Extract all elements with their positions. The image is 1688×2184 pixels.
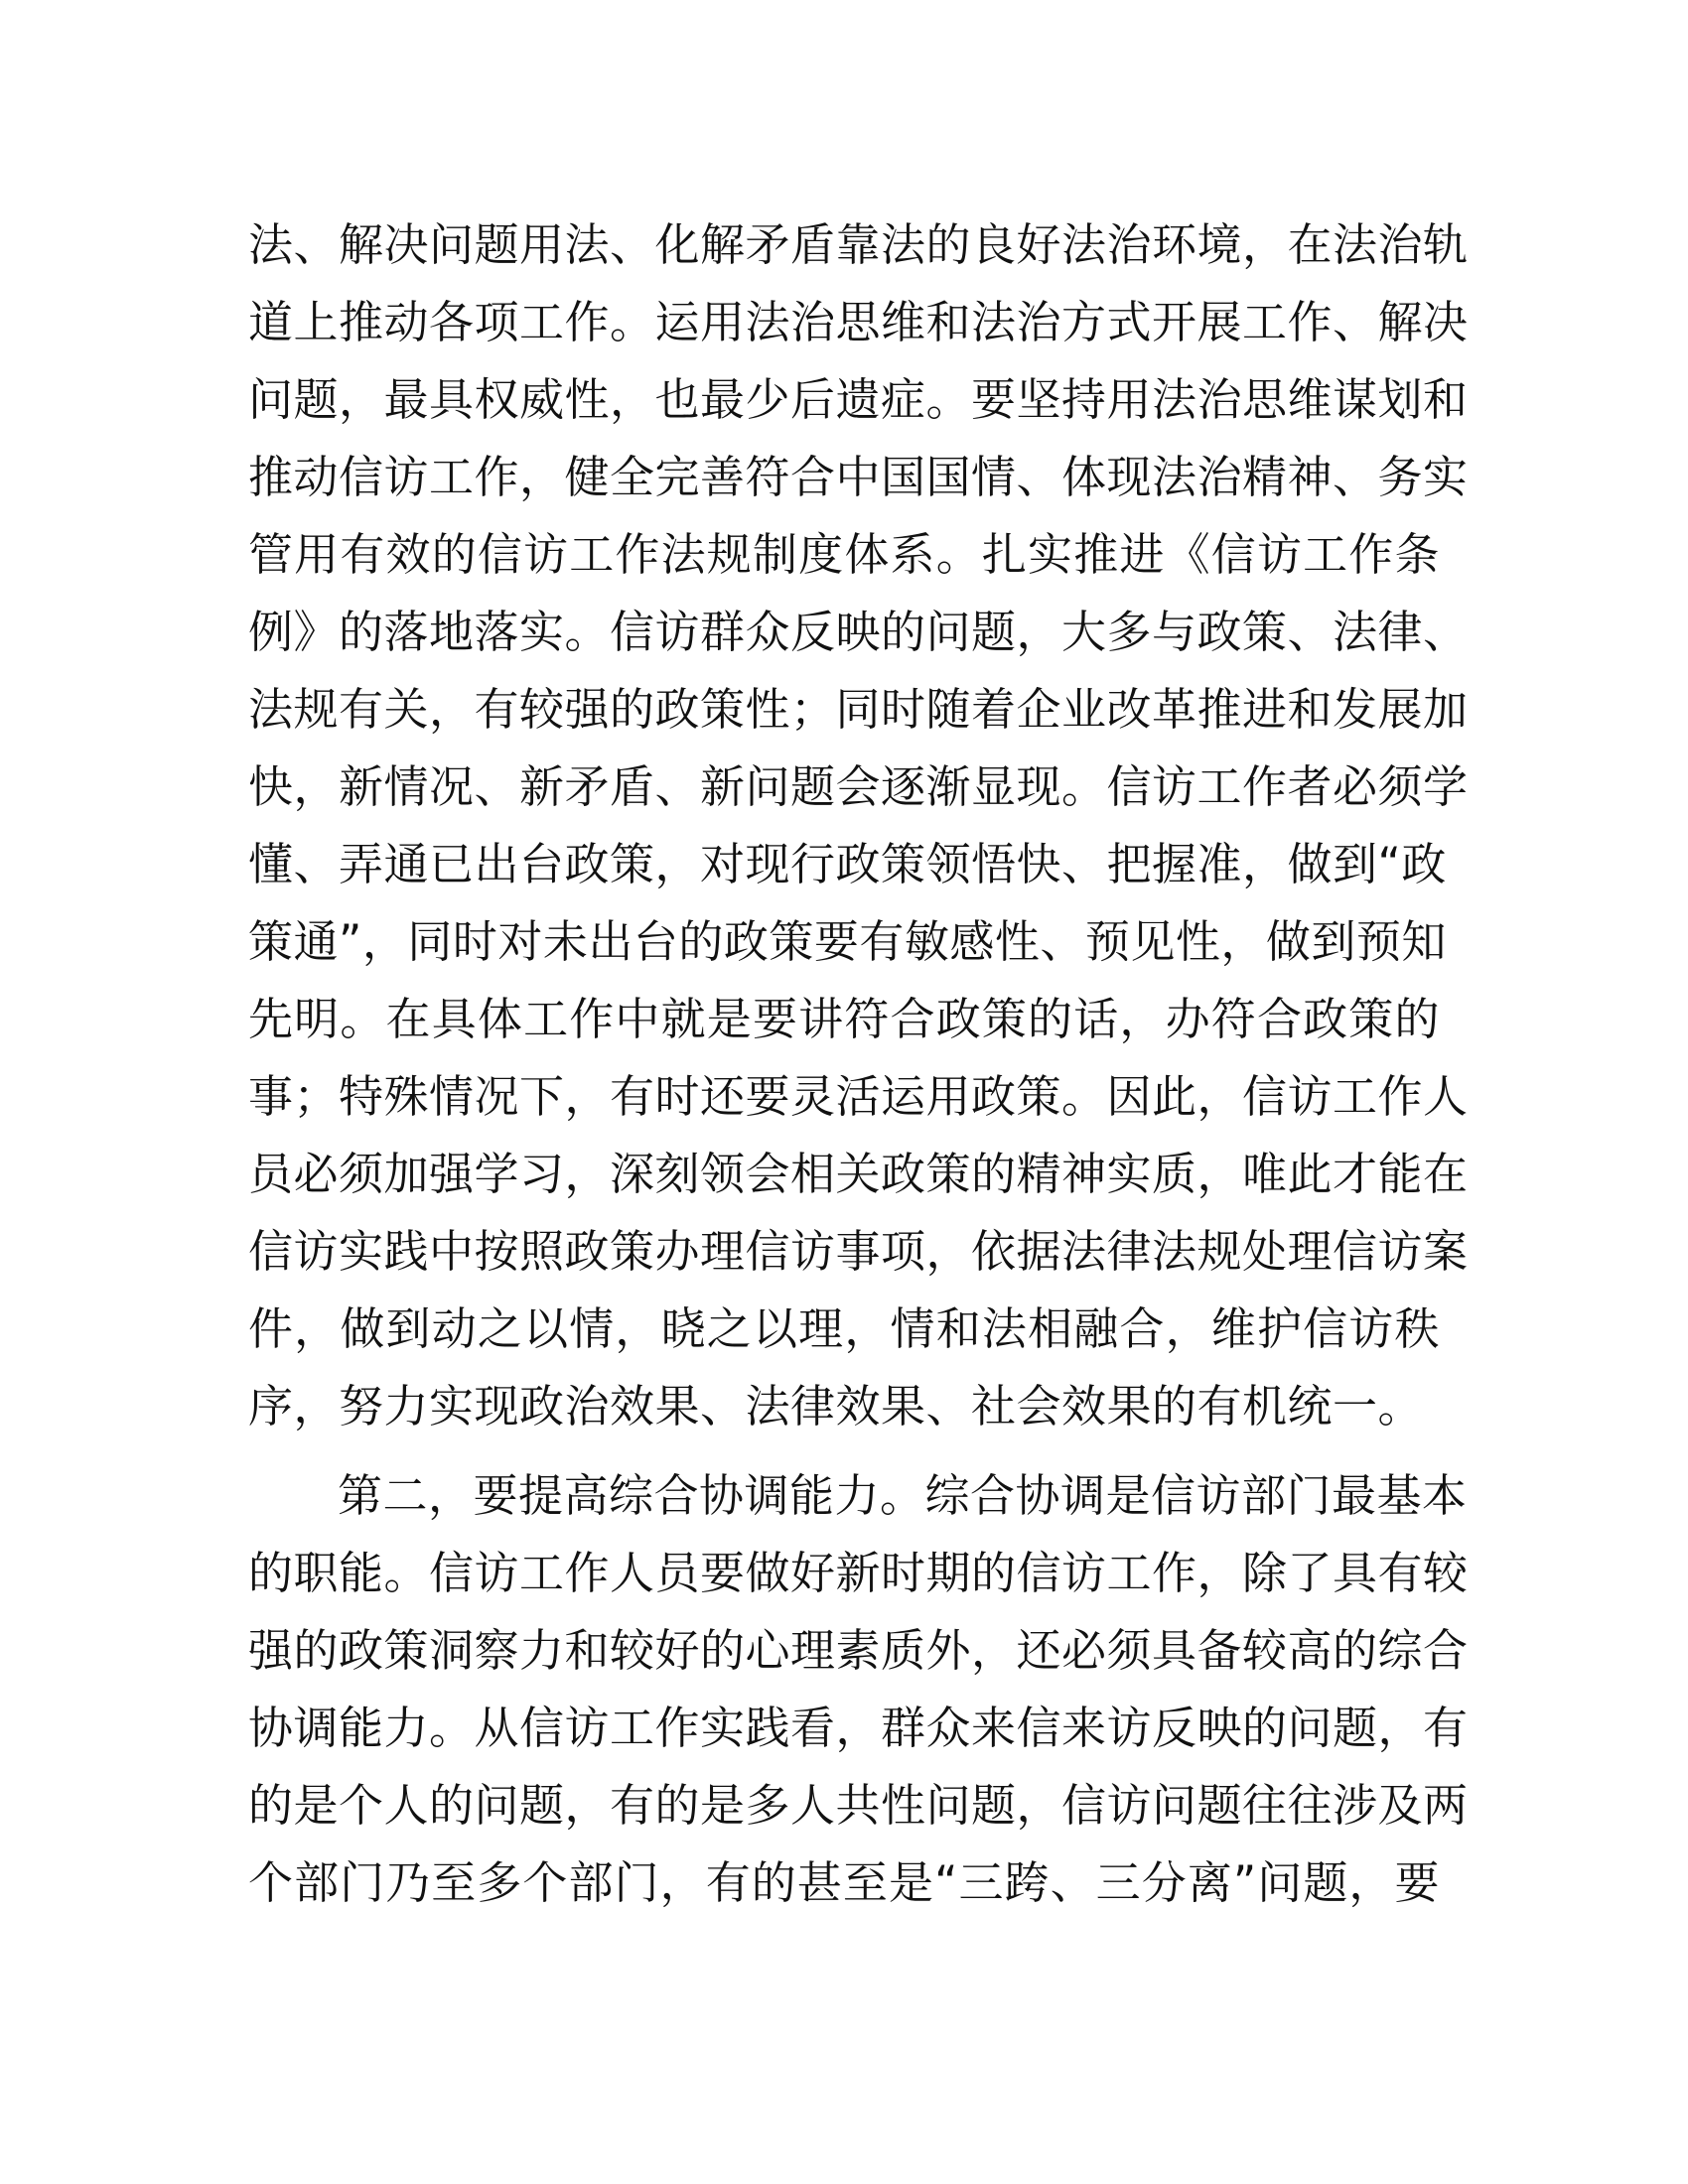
document-body: [248, 206, 1469, 1922]
text-line: 员必须加强学习，深刻领会相关政策的精神实质，唯此才能在: [248, 1148, 1469, 1200]
text-line: 管用有效的信访工作法规制度体系。扎实推进《信访工作条: [248, 528, 1440, 581]
text-line: 序，努力实现政治效果、法律效果、社会效果的有机统一。: [248, 1380, 1424, 1433]
text-line: 的职能。信访工作人员要做好新时期的信访工作，除了具有较: [248, 1547, 1469, 1599]
text-line: 例》的落地落实。信访群众反映的问题，大多与政策、法律、: [248, 606, 1469, 658]
text-line: 先明。在具体工作中就是要讲符合政策的话，办符合政策的: [248, 993, 1440, 1045]
text-line: 协调能力。从信访工作实践看，群众来信来访反映的问题，有: [248, 1702, 1469, 1754]
paragraph-1: [248, 206, 1469, 1445]
text-line: 道上推动各项工作。运用法治思维和法治方式开展工作、解决: [248, 296, 1469, 348]
text-line: 问题，最具权威性，也最少后遗症。要坚持用法治思维谋划和: [248, 373, 1469, 426]
paragraph-spacer: [248, 1445, 1440, 1457]
text-line: 强的政策洞察力和较好的心理素质外，还必须具备较高的综合: [248, 1624, 1469, 1677]
text-line: 快，新情况、新矛盾、新问题会逐渐显现。信访工作者必须学: [248, 760, 1469, 813]
paragraph-2: [248, 1457, 1469, 1922]
text-line: 法、解决问题用法、化解矛盾靠法的良好法治环境，在法治轨: [248, 218, 1469, 271]
text-line: 的是个人的问题，有的是多人共性问题，信访问题往往涉及两: [248, 1779, 1469, 1832]
text-line: 策通”，同时对未出台的政策要有敏感性、预见性，做到预知: [248, 915, 1447, 968]
text-line: 件，做到动之以情，晓之以理，情和法相融合，维护信访秩: [248, 1302, 1440, 1355]
text-line: 信访实践中按照政策办理信访事项，依据法律法规处理信访案: [248, 1225, 1469, 1278]
text-line: 法规有关，有较强的政策性；同时随着企业改革推进和发展加: [248, 683, 1469, 736]
text-line: 个部门乃至多个部门，有的甚至是“三跨、三分离”问题，要: [248, 1856, 1440, 1909]
text-line: 懂、弄通已出台政策，对现行政策领悟快、把握准，做到“政: [248, 838, 1447, 890]
text-line: 事；特殊情况下，有时还要灵活运用政策。因此，信访工作人: [248, 1070, 1469, 1123]
text-line: 推动信访工作，健全完善符合中国国情、体现法治精神、务实: [248, 451, 1469, 503]
text-line: 第二，要提高综合协调能力。综合协调是信访部门最基本: [338, 1469, 1468, 1522]
